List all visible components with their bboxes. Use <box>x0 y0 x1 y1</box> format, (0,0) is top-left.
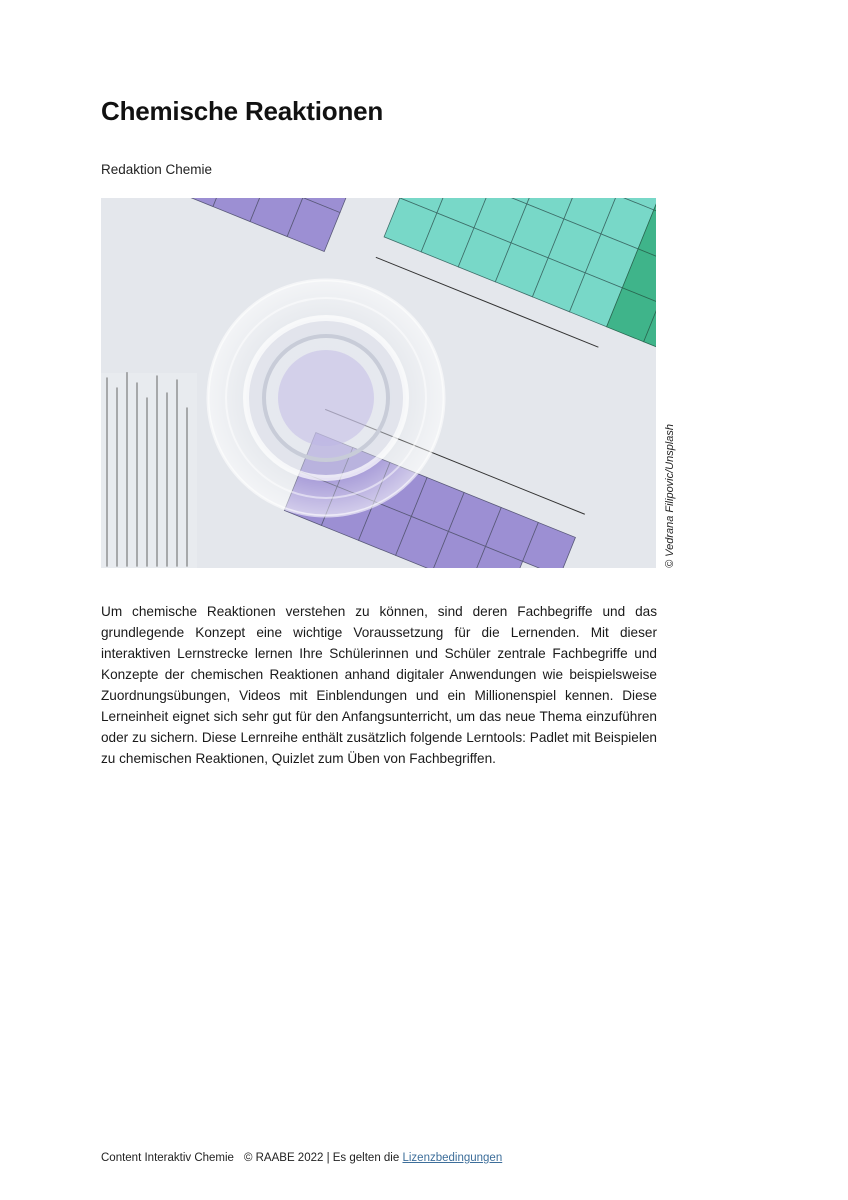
author-line: Redaktion Chemie <box>101 162 213 177</box>
footer-product: Content Interaktiv Chemie <box>101 1152 234 1164</box>
footer-copyright: © RAABE 2022 | Es gelten die <box>243 1152 400 1164</box>
image-credit: © Vedrana Filipovic/Unsplash <box>664 423 676 568</box>
license-link[interactable]: Lizenzbedingungen <box>402 1152 503 1164</box>
page-footer <box>101 1152 502 1164</box>
intro-paragraph: Um chemische Reaktionen verstehen zu können, sind deren Fachbegriffe und das grundlegende Konzept eine wichtige Voraussetzung für die Lernenden. Mit dieser interaktiven Lernstrecke lernen Ihre Schülerinnen und Schüler zentrale Fachbegriffe und Konzepte der chemischen Reaktionen anhand digitaler Anwendungen wie beispielsweise Zuordnungsübungen, Videos mit Einblendungen und ein Millionenspiel kennen. Diese Lerneinheit eignet sich sehr gut für den Anfangsunterricht, um das neue Thema einzuführen oder zu sichern. Diese Lernreihe enthält zusätzlich folgende Lerntools: Padlet mit Beispielen zu chemischen Reaktionen, Quizlet zum Üben von Fachbegriffen. <box>101 604 657 766</box>
periodic-table-photo <box>101 198 656 568</box>
document-title: Chemische Reaktionen <box>101 96 384 126</box>
